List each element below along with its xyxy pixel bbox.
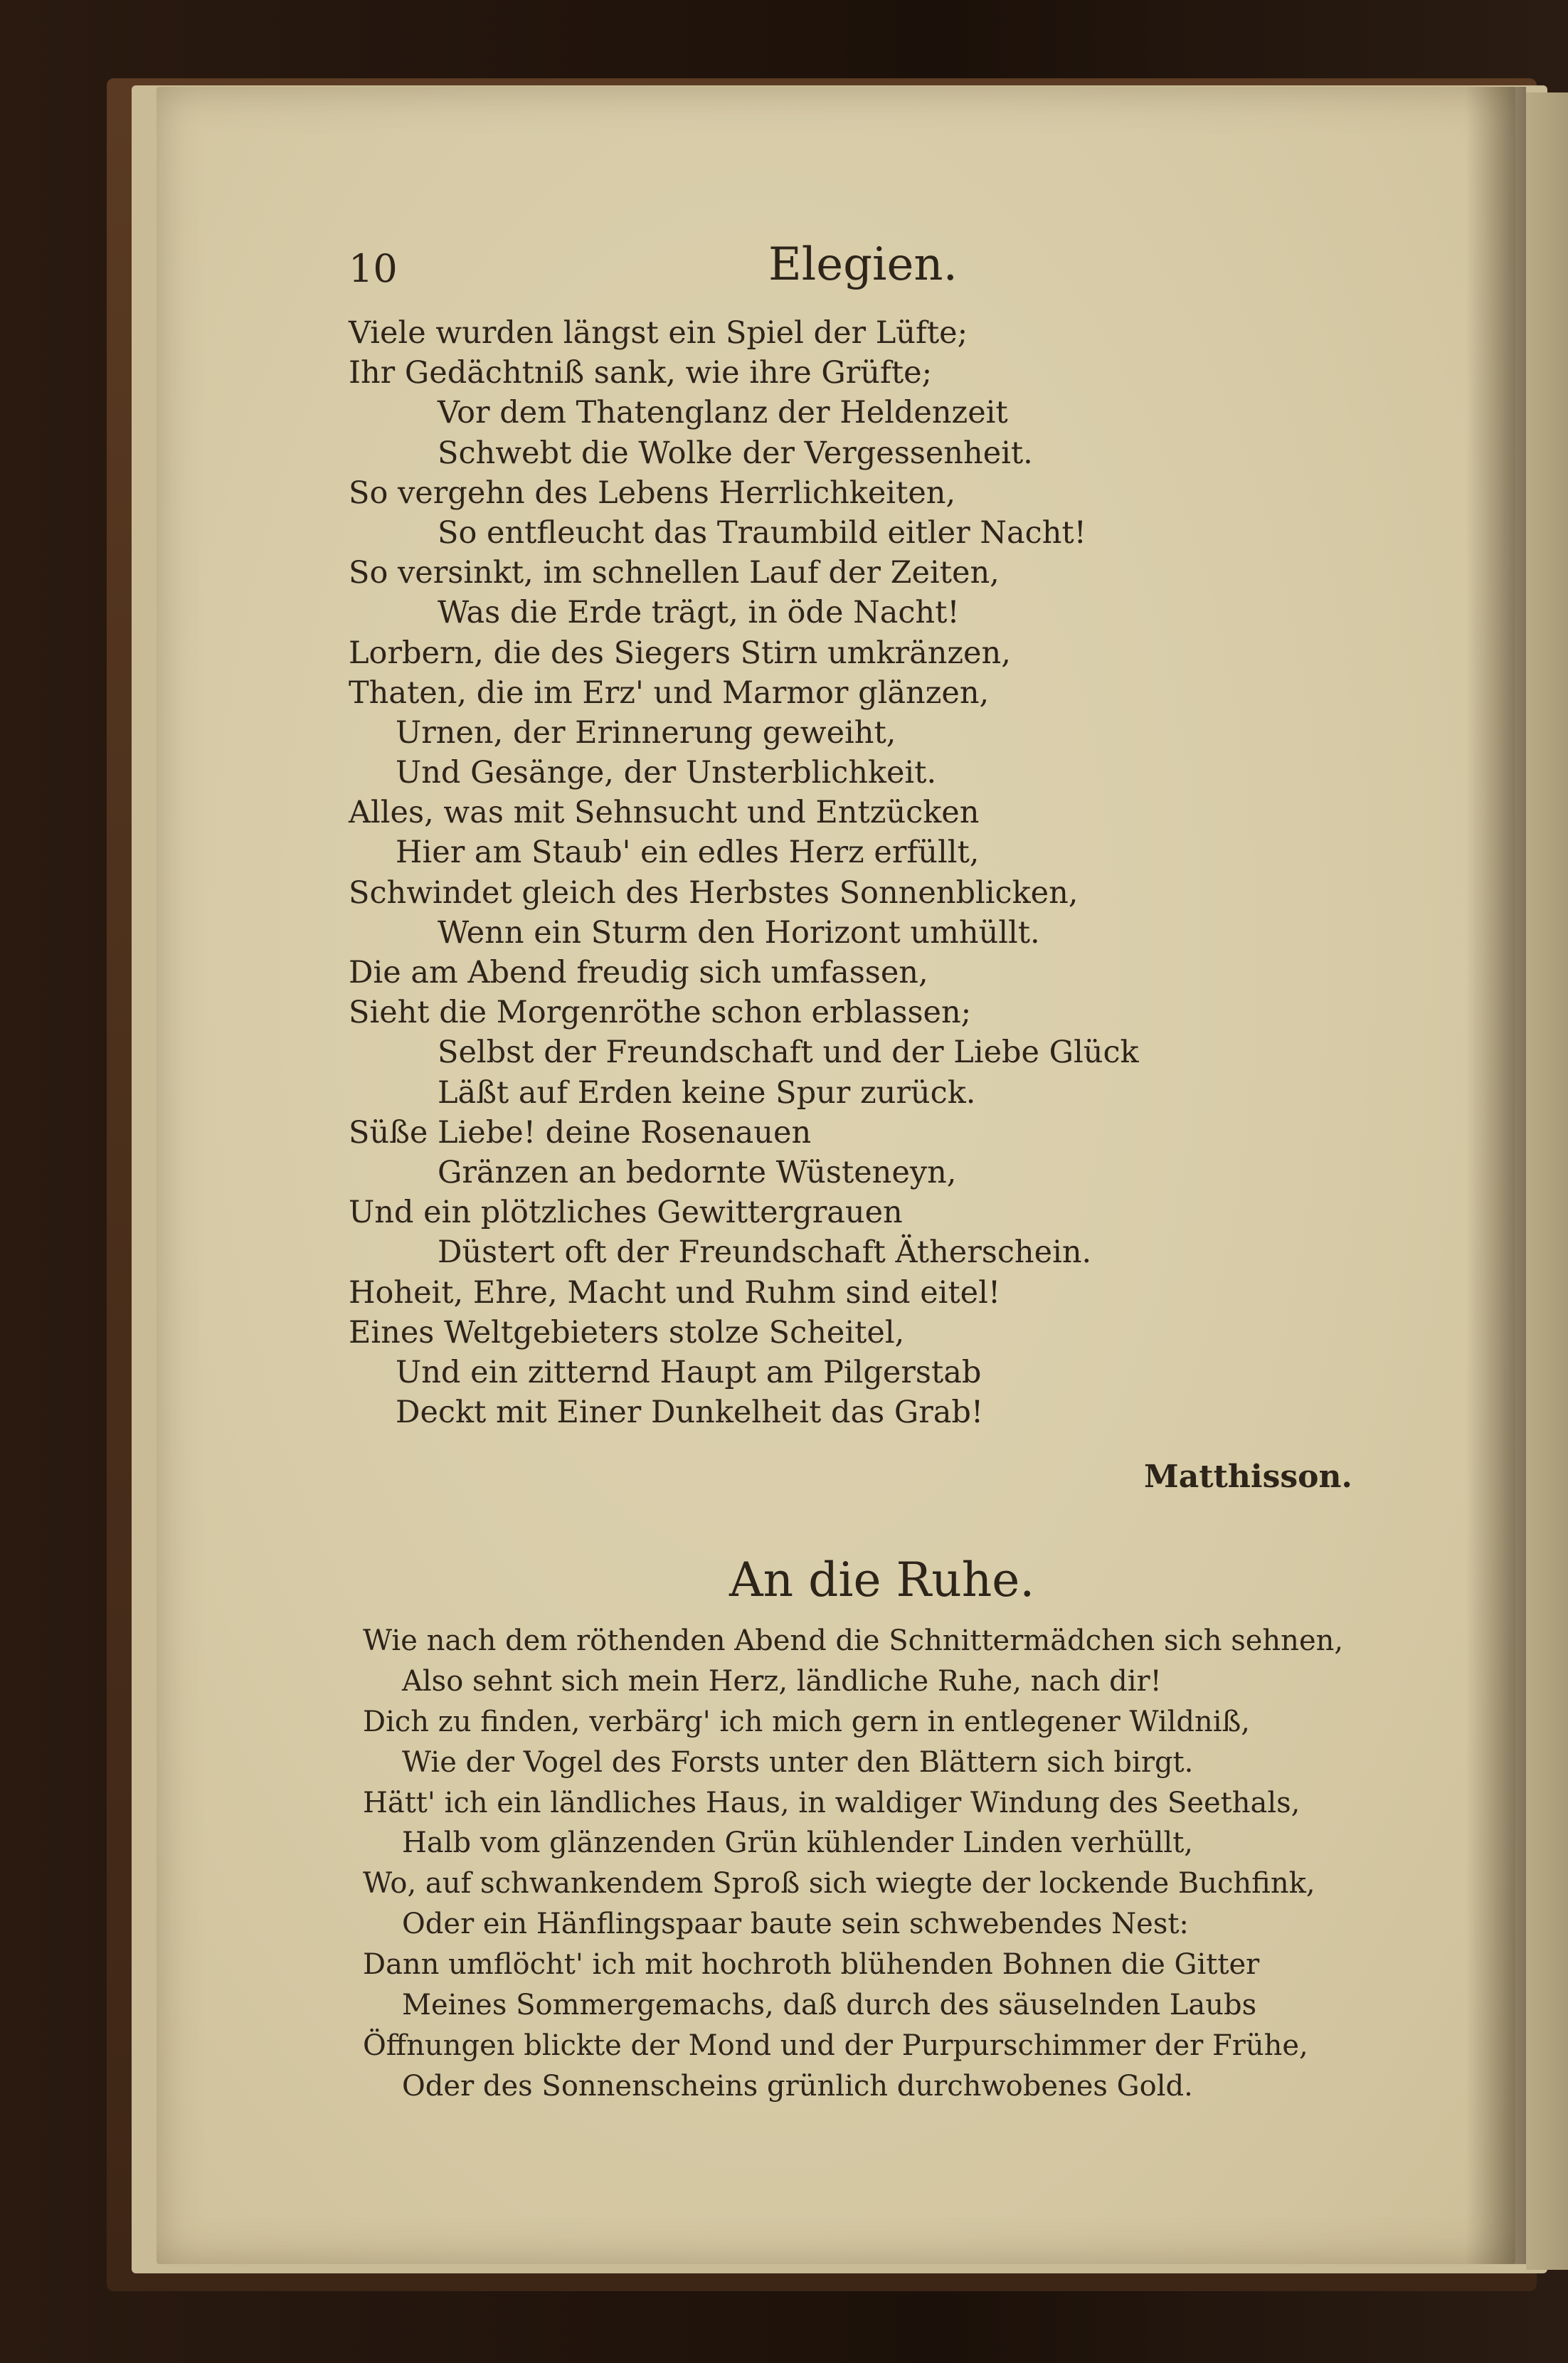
page-number: 10 [349,246,398,291]
poem-line: Wie der Vogel des Forsts unter den Blättern sich birgt. [402,1745,1194,1779]
poem-title: An die Ruhe. [729,1553,1035,1607]
running-title: Elegien. [768,238,958,291]
poem-line: Dich zu finden, verbärg' ich mich gern in entlegener Wildniß, [363,1705,1251,1738]
poem-line: Also sehnt sich mein Herz, ländliche Ruhe, nach dir! [402,1664,1162,1698]
poem-line: Eines Weltgebieters stolze Scheitel, [349,1314,905,1350]
poem-line: Sieht die Morgenröthe schon erblassen; [349,995,972,1031]
poem-line: Wenn ein Sturm den Horizont umhüllt. [438,914,1040,951]
poem-line: Wie nach dem röthenden Abend die Schnittermädchen sich sehnen, [363,1624,1344,1657]
poem-line: Gränzen an bedornte Wüsteneyn, [438,1154,957,1190]
poem-line: Lorbern, die des Siegers Stirn umkränzen, [349,635,1011,671]
poem-an-die-ruhe-lines [363,1621,1343,2107]
poem-elegy-lines [349,313,1139,1432]
poem-line: Und ein plötzliches Gewittergrauen [349,1195,903,1231]
poem-line: So versinkt, im schnellen Lauf der Zeiten, [349,555,1000,591]
poem-line: Deckt mit Einer Dunkelheit das Grab! [396,1395,984,1431]
page-gutter-shadow [1466,87,1526,2264]
poem-line: So entfleucht das Traumbild eitler Nacht! [438,514,1086,551]
poem-line: Selbst der Freundschaft und der Liebe Glück [438,1035,1139,1071]
poem-line: Viele wurden längst ein Spiel der Lüfte; [349,315,968,351]
author-signature: Matthisson. [1144,1459,1352,1495]
poem-line: Düstert oft der Freundschaft Ätherschein. [438,1235,1092,1271]
poem-line: Die am Abend freudig sich umfassen, [349,955,928,990]
poem-line: Schwindet gleich des Herbstes Sonnenblicken, [349,874,1079,911]
poem-line: Dann umflöcht' ich mit hochroth blühenden Bohnen die Gitter [363,1948,1260,1982]
poem-line: Schwebt die Wolke der Vergessenheit. [438,435,1033,471]
poem-line: Öffnungen blickte der Mond und der Purpurschimmer der Frühe, [363,2029,1308,2062]
poem-line: Hier am Staub' ein edles Herz erfüllt, [396,835,980,871]
poem-line: Was die Erde trägt, in öde Nacht! [438,595,960,631]
poem-line: Wo, auf schwankendem Sproß sich wiegte der lockende Buchfink, [363,1867,1315,1901]
poem-line: Halb vom glänzenden Grün kühlender Linden verhüllt, [402,1827,1194,1860]
poem-line: Alles, was mit Sehnsucht und Entzücken [349,795,980,831]
poem-line: Und Gesänge, der Unsterblichkeit. [396,755,937,791]
poem-line: Oder des Sonnenscheins grünlich durchwobenes Gold. [402,2069,1193,2103]
poem-line: Vor dem Thatenglanz der Heldenzeit [438,395,1008,431]
poem-line: Hoheit, Ehre, Macht und Ruhm sind eitel! [349,1274,1001,1311]
poem-line: Läßt auf Erden keine Spur zurück. [438,1074,976,1111]
poem-line: Thaten, die im Erz' und Marmor glänzen, [349,675,990,711]
poem-line: Oder ein Hänflingspaar baute sein schwebendes Nest: [402,1908,1189,1941]
poem-line: Urnen, der Erinnerung geweiht, [396,714,896,751]
poem-line: Ihr Gedächtniß sank, wie ihre Grüfte; [349,355,933,391]
facing-page-edge [1526,92,1568,2270]
poem-line: Meines Sommergemachs, daß durch des säuselnden Laubs [402,1989,1257,2022]
poem-line: Süße Liebe! deine Rosenauen [349,1114,812,1151]
poem-line: Und ein zitternd Haupt am Pilgerstab [396,1354,982,1390]
poem-line: Hätt' ich ein ländliches Haus, in waldiger Windung des Seethals, [363,1786,1301,1819]
poem-line: So vergehn des Lebens Herrlichkeiten, [349,475,956,511]
